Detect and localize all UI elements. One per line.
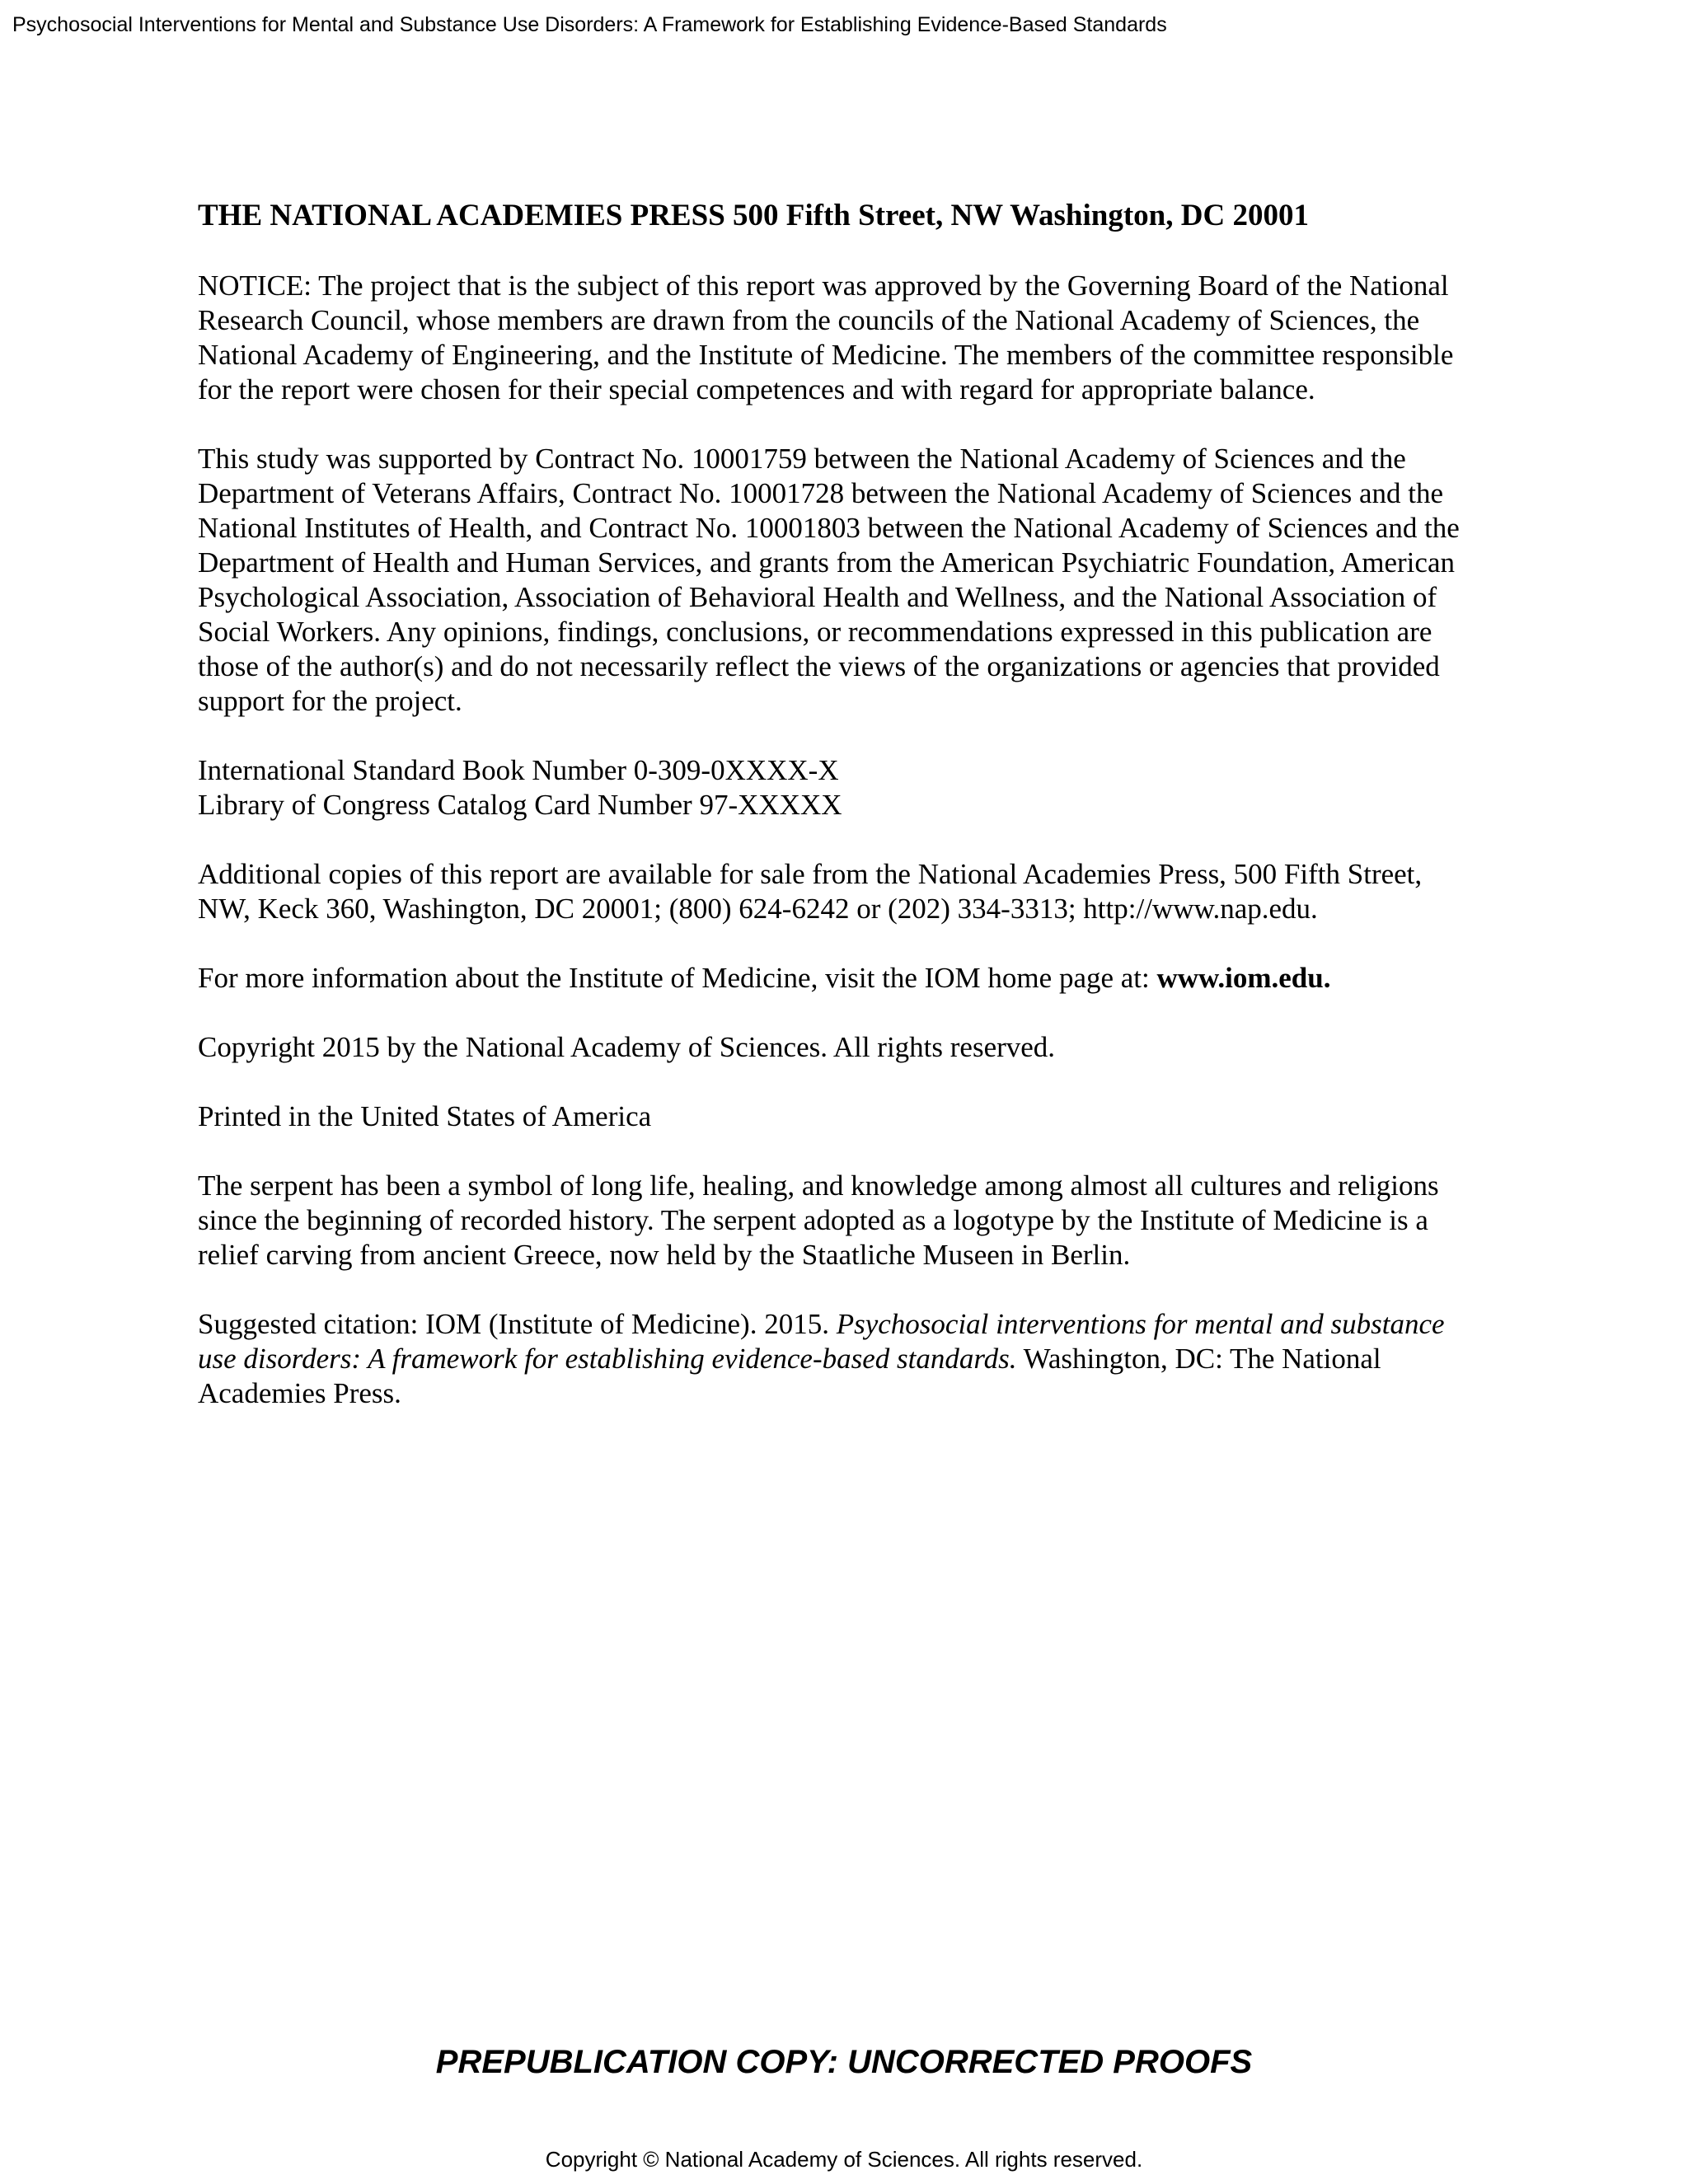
iom-info-paragraph	[198, 961, 1550, 996]
catalog-numbers	[198, 753, 1550, 823]
serpent-line: relief carving from ancient Greece, now held by the Staatliche Museen in Berlin.	[198, 1239, 1131, 1271]
notice-line: Research Council, whose members are drawn from the councils of the National Academy of Sciences, the	[198, 304, 1420, 336]
serpent-line: The serpent has been a symbol of long life, healing, and knowledge among almost all cultures and religions	[198, 1169, 1439, 1202]
prepublication-banner: PREPUBLICATION COPY: UNCORRECTED PROOFS	[435, 2044, 1253, 2080]
lccn-line: Library of Congress Catalog Card Number 97-XXXXX	[198, 789, 842, 821]
citation-text: Washington, DC: The National	[1016, 1343, 1381, 1375]
citation-line: Academies Press.	[198, 1377, 401, 1409]
support-line: Department of Veterans Affairs, Contract No. 10001728 between the National Academy of Sciences and the	[198, 477, 1444, 509]
support-line: support for the project.	[198, 685, 462, 717]
footer-copyright: Copyright © National Academy of Sciences. All rights reserved.	[545, 2147, 1143, 2172]
support-line: those of the author(s) and do not necessarily reflect the views of the organizations or agencies that provided	[198, 650, 1440, 682]
iom-info-line	[198, 961, 1550, 996]
copyright-page-body	[198, 198, 1550, 1446]
publisher-address: THE NATIONAL ACADEMIES PRESS 500 Fifth Street, NW Washington, DC 20001	[198, 199, 1309, 232]
support-line: National Institutes of Health, and Contract No. 10001803 between the National Academy of Sciences and the	[198, 512, 1460, 544]
notice-line: National Academy of Engineering, and the Institute of Medicine. The members of the committee responsible	[198, 339, 1454, 371]
running-header: Psychosocial Interventions for Mental and Substance Use Disorders: A Framework for Establishing Evidence-Based Standards	[12, 13, 1167, 36]
copies-line: NW, Keck 360, Washington, DC 20001; (800) 624-6242 or (202) 334-3313; http://www.nap.edu.	[198, 893, 1318, 925]
serpent-line: since the beginning of recorded history. The serpent adopted as a logotype by the Institute of Medicine is a	[198, 1204, 1428, 1236]
copyright-line: Copyright 2015 by the National Academy of Sciences. All rights reserved.	[198, 1031, 1056, 1063]
notice-paragraph	[198, 269, 1550, 407]
iom-website-link[interactable]: www.iom.edu.	[1156, 962, 1331, 994]
citation-title: Psychosocial interventions for mental and substance	[836, 1308, 1445, 1340]
notice-line: for the report were chosen for their special competences and with regard for appropriate balance.	[198, 373, 1315, 405]
copies-paragraph	[198, 857, 1550, 926]
support-line: Psychological Association, Association of Behavioral Health and Wellness, and the National Association of	[198, 581, 1437, 613]
citation-title: use disorders: A framework for establishing evidence-based standards.	[198, 1343, 1017, 1375]
iom-info-text: For more information about the Institute of Medicine, visit the IOM home page at:	[198, 962, 1157, 994]
citation-text: Suggested citation: IOM (Institute of Medicine). 2015.	[198, 1308, 837, 1340]
printed-statement	[198, 1099, 1550, 1134]
printed-line: Printed in the United States of America	[198, 1100, 652, 1132]
isbn-line: International Standard Book Number 0-309-0XXXX-X	[198, 754, 839, 786]
notice-line: NOTICE: The project that is the subject of this report was approved by the Governing Board of the National	[198, 269, 1449, 302]
citation-paragraph	[198, 1307, 1550, 1411]
citation-line	[198, 1307, 1550, 1342]
support-line: Social Workers. Any opinions, findings, conclusions, or recommendations expressed in this publication are	[198, 616, 1432, 648]
copyright-statement	[198, 1030, 1550, 1065]
serpent-paragraph	[198, 1169, 1550, 1272]
support-paragraph	[198, 442, 1550, 719]
citation-line	[198, 1342, 1550, 1376]
copies-line: Additional copies of this report are available for sale from the National Academies Press, 500 Fifth Street,	[198, 858, 1423, 890]
support-line: Department of Health and Human Services, and grants from the American Psychiatric Foundation, American	[198, 546, 1455, 579]
support-line: This study was supported by Contract No. 10001759 between the National Academy of Sciences and the	[198, 443, 1406, 475]
